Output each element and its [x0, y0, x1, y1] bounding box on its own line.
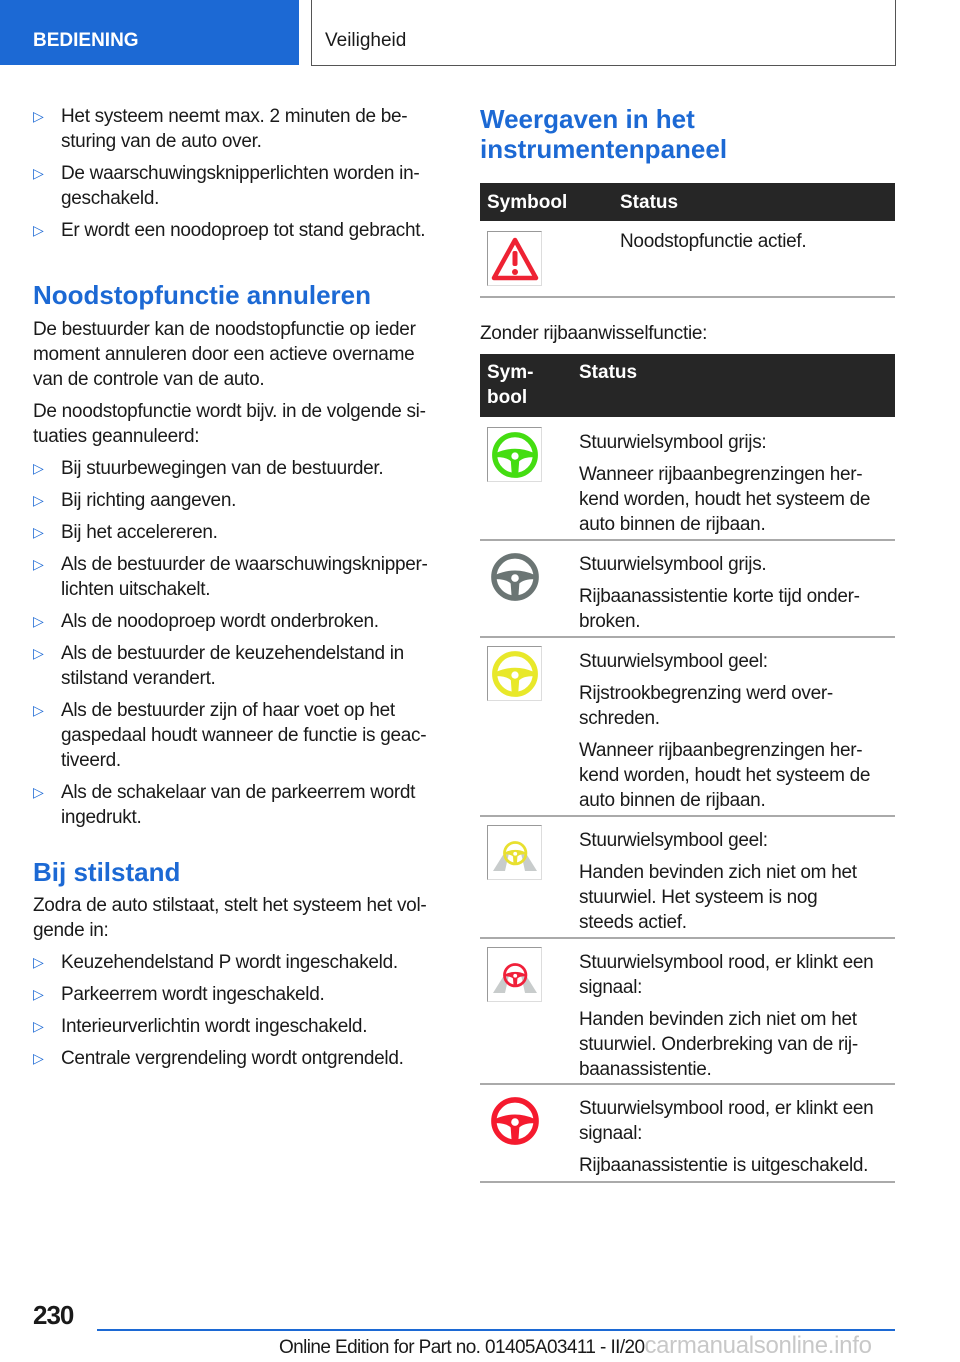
status-text: Stuurwielsymbool grijs. — [579, 554, 767, 575]
bullet-triangle-icon: ▷ — [33, 492, 44, 508]
status-text: Wanneer rijbaanbegrenzingen her- kend worden, houdt het systeem de auto binnen de rijbaan. — [579, 464, 871, 535]
list-item — [33, 161, 453, 211]
symbol-box — [487, 1093, 542, 1148]
list-item — [33, 488, 453, 513]
row-divider — [480, 815, 895, 817]
bullet-triangle-icon: ▷ — [33, 954, 44, 970]
list-item — [33, 982, 453, 1007]
symbol-box — [487, 231, 542, 286]
table-header — [480, 183, 895, 221]
list-item-text: Keuzehendelstand P wordt ingeschakeld. — [61, 952, 398, 973]
row-divider — [480, 1083, 895, 1085]
symbol-box — [487, 427, 542, 482]
list-item — [33, 456, 453, 481]
status-text: Rijbaanassistentie is uitgeschakeld. — [579, 1155, 869, 1176]
steering-wheel-hands-icon — [489, 831, 541, 875]
column-header: Status — [620, 192, 679, 213]
list-item — [33, 698, 453, 773]
steering-wheel-icon — [489, 551, 541, 603]
footer-edition — [279, 1332, 872, 1360]
list-item — [33, 780, 453, 830]
section-heading: Bij stilstand — [33, 857, 181, 887]
status-text: Stuurwielsymbool geel: — [579, 651, 768, 672]
steering-wheel-icon — [490, 649, 540, 699]
symbol-box — [487, 825, 542, 880]
bullet-triangle-icon: ▷ — [33, 460, 44, 476]
row-divider — [480, 937, 895, 939]
row-divider — [480, 539, 895, 541]
row-divider — [480, 1181, 895, 1183]
page-number: 230 — [33, 1300, 74, 1330]
list-item-text: Het systeem neemt max. 2 minuten de be- sturing van de auto over. — [61, 106, 408, 152]
list-item — [33, 609, 453, 634]
bullet-triangle-icon: ▷ — [33, 108, 44, 124]
steering-wheel-icon — [489, 1095, 541, 1147]
bullet-triangle-icon: ▷ — [33, 556, 44, 572]
bullet-triangle-icon: ▷ — [33, 702, 44, 718]
chapter-title: Veiligheid — [311, 0, 896, 66]
status-text: Stuurwielsymbool rood, er klinkt een signaal: — [579, 1098, 874, 1144]
bullet-triangle-icon: ▷ — [33, 613, 44, 629]
list-item — [33, 218, 453, 243]
list-item-text: Parkeerrem wordt ingeschakeld. — [61, 984, 325, 1005]
steering-wheel-hands-icon — [489, 953, 541, 997]
symbol-box — [487, 947, 542, 1002]
paragraph: De noodstopfunctie wordt bijv. in de volgende si-tuaties geannuleerd: — [33, 401, 426, 447]
list-item — [33, 104, 453, 154]
status-text: Stuurwielsymbool grijs: — [579, 432, 767, 453]
column-header: Status — [579, 362, 638, 383]
bullet-triangle-icon: ▷ — [33, 222, 44, 238]
list-item-text: Als de bestuurder zijn of haar voet op het gaspedaal houdt wanneer de functie is geac- tiveerd. — [61, 700, 427, 771]
status-text: Stuurwielsymbool geel: — [579, 830, 768, 851]
footer-rule — [97, 1329, 895, 1331]
bullet-triangle-icon: ▷ — [33, 165, 44, 181]
list-item-text: Centrale vergrendeling wordt ontgrendeld. — [61, 1048, 404, 1069]
bullet-triangle-icon: ▷ — [33, 1050, 44, 1066]
list-item-text: Bij stuurbewegingen van de bestuurder. — [61, 458, 384, 479]
list-item-text: De waarschuwingsknipperlichten worden in- geschakeld. — [61, 163, 420, 209]
list-item-text: Bij het accelereren. — [61, 522, 218, 543]
paragraph: Zodra de auto stilstaat, stelt het systeem het vol-gende in: — [33, 895, 427, 941]
status-text: Wanneer rijbaanbegrenzingen her- kend worden, houdt het systeem de auto binnen de rijbaan. — [579, 740, 871, 811]
bullet-triangle-icon: ▷ — [33, 784, 44, 800]
list-item-text: Als de schakelaar van de parkeerrem wordt ingedrukt. — [61, 782, 416, 828]
status-text: Handen bevinden zich niet om het stuurwiel. Onderbreking van de rij- baanassistentie. — [579, 1009, 858, 1080]
paragraph: De bestuurder kan de noodstopfunctie op ieder moment annuleren door een actieve overname van de controle van de auto. — [33, 319, 416, 390]
section-tab: BEDIENING — [0, 0, 299, 65]
warning-triangle-icon — [490, 236, 540, 282]
edition-text: Online Edition for Part no. 01405A03411 - II/20 — [279, 1337, 645, 1358]
column-header: Symbool — [487, 192, 568, 213]
list-item-text: Als de noodoproep wordt onderbroken. — [61, 611, 379, 632]
list-item — [33, 950, 453, 975]
bullet-triangle-icon: ▷ — [33, 986, 44, 1002]
status-text: Handen bevinden zich niet om het stuurwiel. Het systeem is nog steeds actief. — [579, 862, 857, 933]
status-text: Rijstrookbegrenzing werd over- schreden. — [579, 683, 833, 729]
list-item — [33, 552, 453, 602]
list-item — [33, 520, 453, 545]
symbol-box — [487, 549, 542, 604]
list-item-text: Als de bestuurder de waarschuwingsknipper- lichten uitschakelt. — [61, 554, 428, 600]
row-divider — [480, 636, 895, 638]
steering-wheel-icon — [490, 430, 540, 480]
list-item-text: Er wordt een noodoproep tot stand gebracht. — [61, 220, 426, 241]
list-item — [33, 1046, 453, 1071]
list-item — [33, 641, 453, 691]
table-intro: Zonder rijbaanwisselfunctie: — [480, 323, 708, 344]
list-item-text: Als de bestuurder de keuzehendelstand in stilstand verandert. — [61, 643, 404, 689]
section-heading: Noodstopfunctie annuleren — [33, 280, 371, 310]
watermark: carmanualsonline.info — [644, 1332, 872, 1359]
table-header — [480, 354, 895, 417]
column-header: Sym- bool — [487, 362, 534, 408]
section-heading: Weergaven in het instrumentenpaneel — [480, 104, 728, 164]
bullet-triangle-icon: ▷ — [33, 524, 44, 540]
list-item-text: Interieurverlichtin wordt ingeschakeld. — [61, 1016, 368, 1037]
row-divider — [480, 296, 895, 298]
bullet-triangle-icon: ▷ — [33, 1018, 44, 1034]
list-item — [33, 1014, 453, 1039]
list-item-text: Bij richting aangeven. — [61, 490, 237, 511]
status-text: Noodstopfunctie actief. — [620, 231, 807, 252]
status-text: Rijbaanassistentie korte tijd onder- broken. — [579, 586, 860, 632]
symbol-box — [487, 646, 542, 701]
status-text: Stuurwielsymbool rood, er klinkt een signaal: — [579, 952, 874, 998]
bullet-triangle-icon: ▷ — [33, 645, 44, 661]
